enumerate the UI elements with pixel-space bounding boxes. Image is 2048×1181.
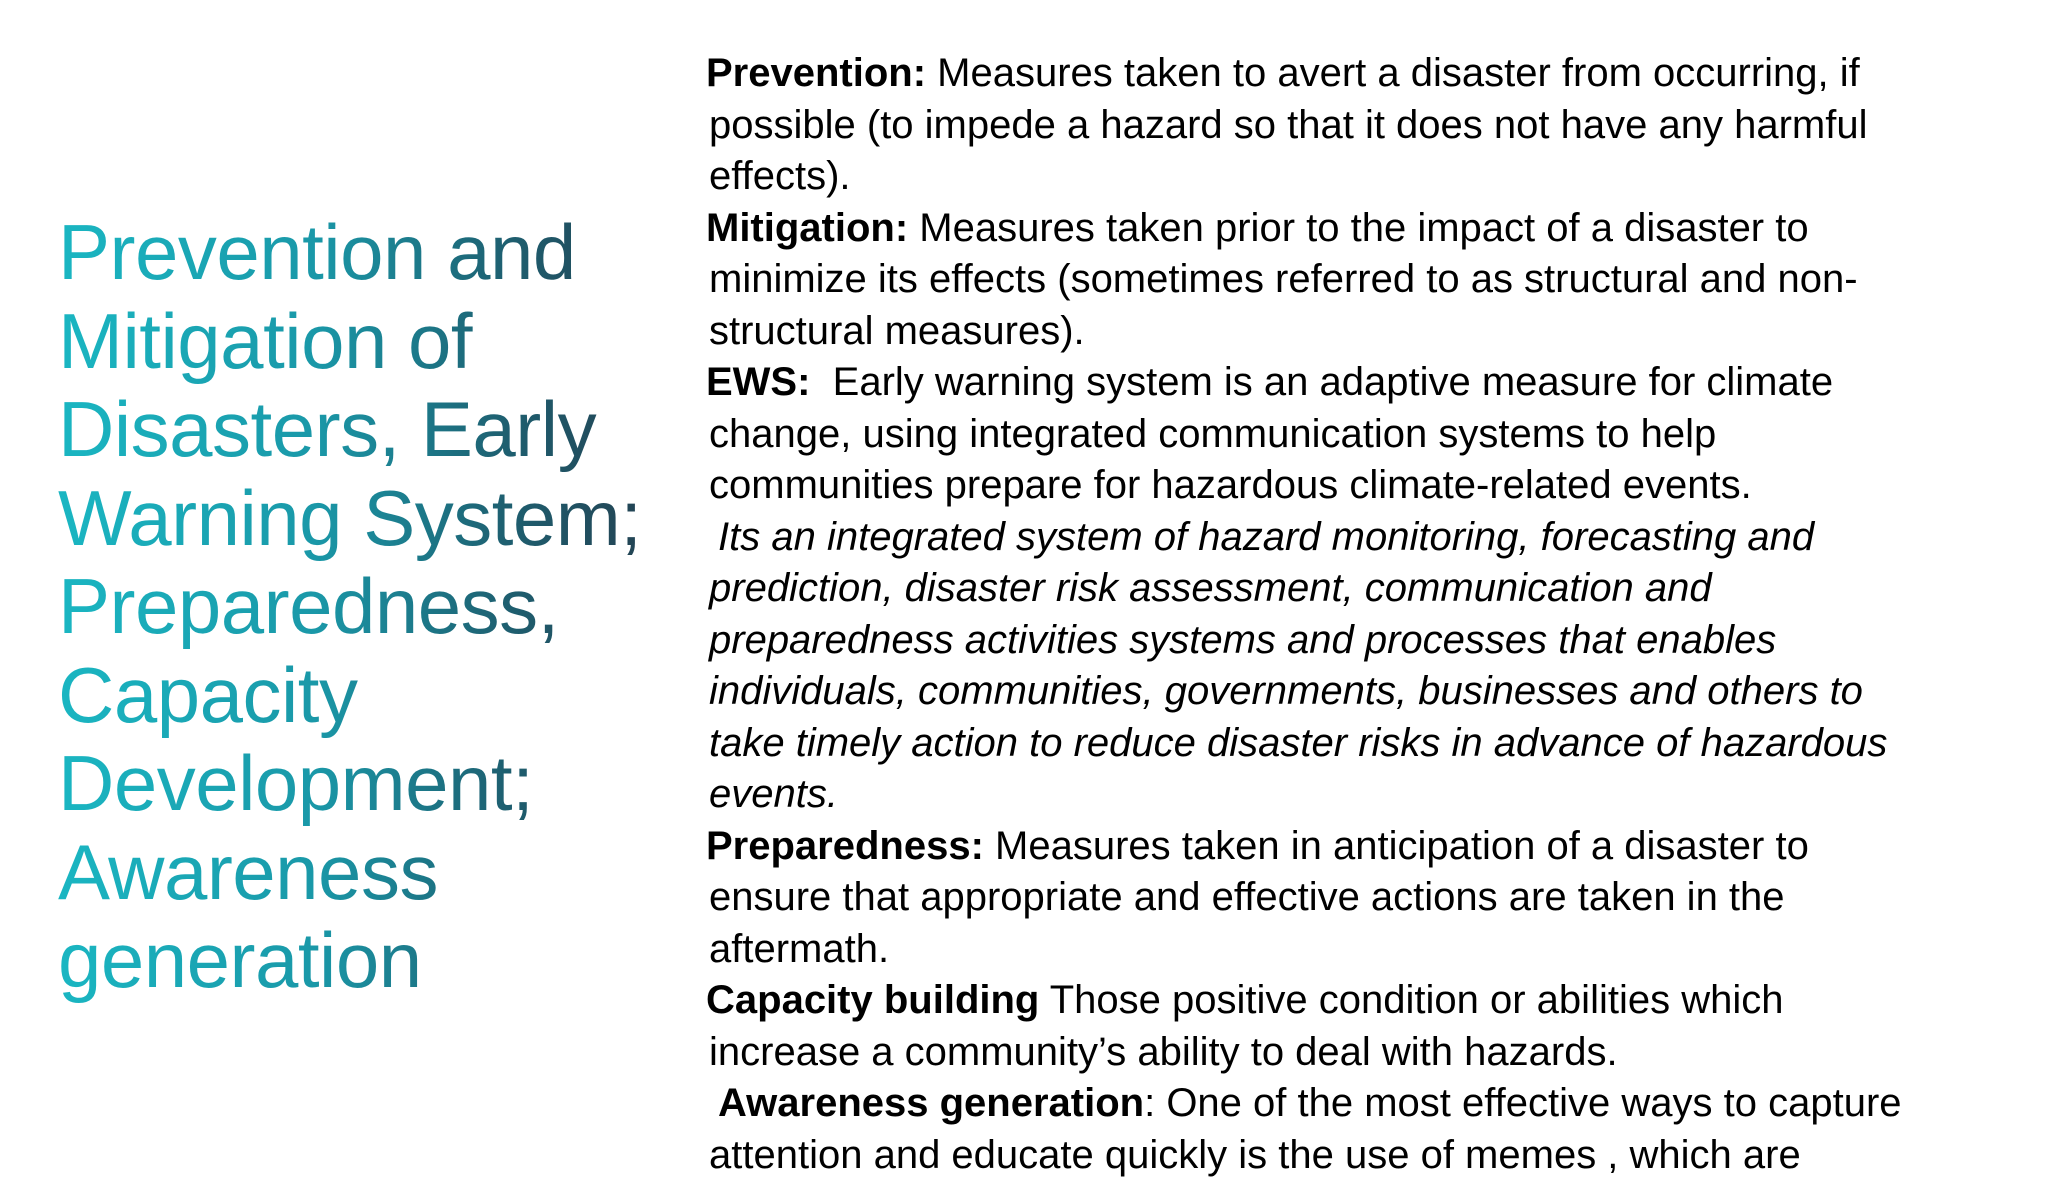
text-line: prediction, disaster risk assessment, communication and (706, 563, 2016, 615)
mitigation-term: Mitigation: (706, 206, 908, 250)
capacity-term: Capacity building (706, 978, 1039, 1022)
text-line: change, using integrated communication systems to help (706, 409, 2016, 461)
text-line: possible (to impede a hazard so that it does not have any harmful (706, 100, 2016, 152)
capacity-text: Those positive condition or abilities which (1039, 978, 1783, 1022)
text-line: attention and educate quickly is the use of memes , which are (706, 1130, 2016, 1181)
title-line: Preparedness, (58, 562, 698, 651)
text-line: increase a community’s ability to deal with hazards. (706, 1027, 2016, 1079)
text-line: individuals, communities, governments, businesses and others to (706, 666, 2016, 718)
awareness-text: : One of the most effective ways to capture (1144, 1081, 1901, 1125)
title-line: generation (58, 916, 698, 1005)
capacity-paragraph (706, 975, 2016, 1078)
text-line (706, 357, 2016, 409)
ews-paragraph (706, 357, 2016, 512)
preparedness-term: Preparedness: (706, 824, 984, 868)
text-line: minimize its effects (sometimes referred to as structural and non- (706, 254, 2016, 306)
text-line: events. (706, 769, 2016, 821)
prevention-text: Measures taken to avert a disaster from occurring, if (926, 51, 1860, 95)
title-line: Disasters, Early (58, 385, 698, 474)
ews-detail-paragraph (706, 512, 2016, 821)
text-line: structural measures). (706, 306, 2016, 358)
text-line (706, 1078, 2016, 1130)
prevention-term: Prevention: (706, 51, 926, 95)
awareness-paragraph (706, 1078, 2016, 1181)
prevention-paragraph (706, 48, 2016, 203)
awareness-term: Awareness generation (718, 1081, 1144, 1125)
title-line: Awareness (58, 828, 698, 917)
text-line: ensure that appropriate and effective actions are taken in the (706, 872, 2016, 924)
mitigation-text: Measures taken prior to the impact of a disaster to (908, 206, 1808, 250)
title-line: Prevention and (58, 208, 698, 297)
preparedness-paragraph (706, 821, 2016, 976)
ews-term: EWS: (706, 360, 810, 404)
mitigation-paragraph (706, 203, 2016, 358)
slide-title (58, 208, 698, 1005)
text-line (706, 975, 2016, 1027)
title-line: Development; (58, 739, 698, 828)
text-line (706, 203, 2016, 255)
text-line (706, 821, 2016, 873)
preparedness-text: Measures taken in anticipation of a disaster to (984, 824, 1809, 868)
text-line: preparedness activities systems and processes that enables (706, 615, 2016, 667)
text-line: aftermath. (706, 924, 2016, 976)
text-line: take timely action to reduce disaster risks in advance of hazardous (706, 718, 2016, 770)
title-line: Capacity (58, 651, 698, 740)
title-line: Mitigation of (58, 297, 698, 386)
title-line: Warning System; (58, 474, 698, 563)
definitions-text (706, 48, 2016, 1181)
text-line (706, 48, 2016, 100)
text-line: communities prepare for hazardous climate-related events. (706, 460, 2016, 512)
ews-text: Early warning system is an adaptive measure for climate (810, 360, 1833, 404)
text-line: Its an integrated system of hazard monitoring, forecasting and (706, 512, 2016, 564)
text-line: effects). (706, 151, 2016, 203)
